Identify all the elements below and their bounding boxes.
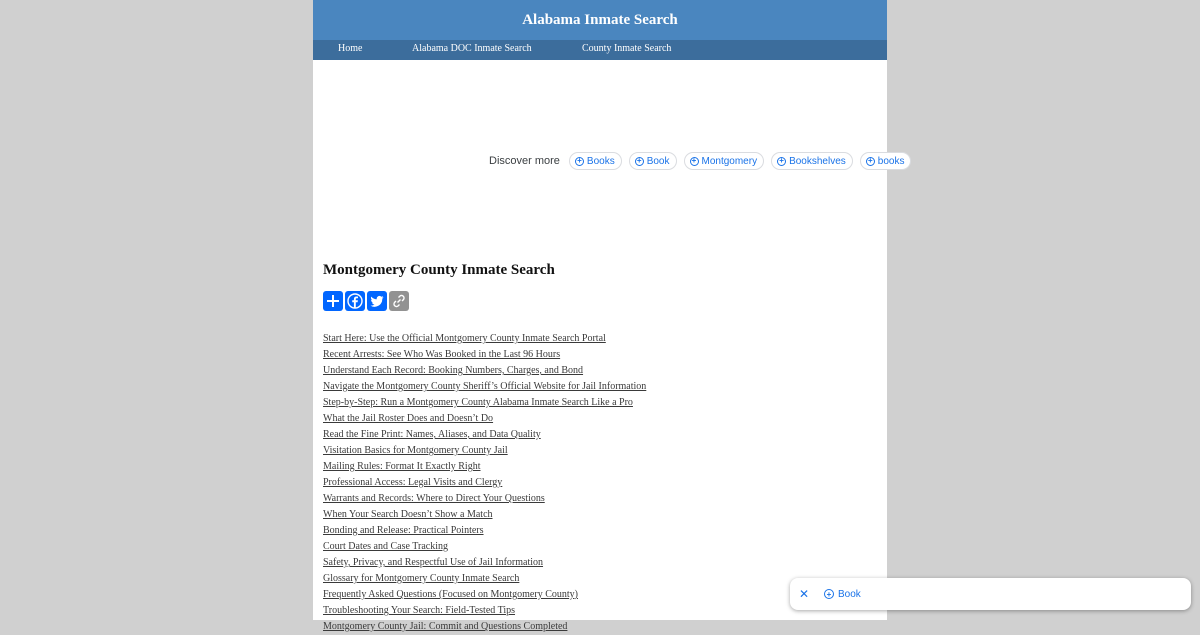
list-item bbox=[323, 457, 877, 473]
list-item bbox=[323, 441, 877, 457]
toc-link[interactable]: Visitation Basics for Montgomery County Jail bbox=[323, 445, 508, 456]
toc-link[interactable]: Recent Arrests: See Who Was Booked in the Last 96 Hours bbox=[323, 349, 561, 360]
discover-more-bar bbox=[489, 152, 918, 170]
toc-link[interactable]: Step-by-Step: Run a Montgomery County Alabama Inmate Search Like a Pro bbox=[323, 397, 633, 408]
toc-link[interactable]: Professional Access: Legal Visits and Clergy bbox=[323, 477, 503, 488]
list-item bbox=[323, 505, 877, 521]
list-item bbox=[323, 425, 877, 441]
toc-link[interactable]: Mailing Rules: Format It Exactly Right bbox=[323, 461, 481, 472]
toc-link[interactable]: Frequently Asked Questions (Focused on Montgomery County) bbox=[323, 589, 578, 600]
list-item bbox=[323, 617, 877, 633]
share-twitter-button[interactable] bbox=[367, 291, 387, 311]
toc-link[interactable]: Understand Each Record: Booking Numbers, Charges, and Bond bbox=[323, 365, 584, 376]
toc-link[interactable]: Court Dates and Case Tracking bbox=[323, 541, 448, 552]
list-item bbox=[323, 489, 877, 505]
discover-more-label: Discover more bbox=[489, 155, 560, 167]
share-plus-button[interactable] bbox=[323, 291, 343, 311]
add-circle-icon: + bbox=[575, 157, 584, 166]
share-facebook-button[interactable] bbox=[345, 291, 365, 311]
site-title[interactable]: Alabama Inmate Search bbox=[522, 11, 678, 28]
chip-label: Book bbox=[838, 588, 861, 600]
nav-home[interactable]: Home bbox=[338, 43, 363, 54]
chip-label: Book bbox=[646, 155, 670, 167]
toc-link[interactable]: Navigate the Montgomery County Sheriff’s Official Website for Jail Information bbox=[323, 381, 647, 392]
chip-label: Bookshelves bbox=[789, 155, 846, 167]
toc-link[interactable]: Troubleshooting Your Search: Field-Tested Tips bbox=[323, 605, 516, 616]
list-item bbox=[323, 553, 877, 569]
list-item bbox=[323, 393, 877, 409]
discover-chip-books[interactable] bbox=[569, 152, 622, 170]
page-container bbox=[313, 0, 905, 632]
toc-link[interactable]: Start Here: Use the Official Montgomery County Inmate Search Portal bbox=[323, 333, 606, 344]
toc-link[interactable]: Safety, Privacy, and Respectful Use of Jail Information bbox=[323, 557, 544, 568]
discover-chip-book[interactable] bbox=[629, 152, 677, 170]
facebook-icon bbox=[347, 293, 363, 309]
list-item bbox=[323, 521, 877, 537]
toc-link[interactable]: Montgomery County Jail: Commit and Questions Completed bbox=[323, 621, 568, 632]
list-item bbox=[323, 345, 877, 361]
twitter-icon bbox=[369, 293, 385, 309]
toc-link[interactable]: Warrants and Records: Where to Direct Your Questions bbox=[323, 493, 545, 504]
nav-bar bbox=[313, 40, 887, 60]
add-circle-icon: + bbox=[824, 589, 834, 599]
anchor-chip-book[interactable] bbox=[824, 589, 861, 600]
discover-chip-bookshelves[interactable] bbox=[771, 152, 853, 170]
anchor-suggestion-bar bbox=[790, 578, 1191, 610]
toc-link[interactable]: Read the Fine Print: Names, Aliases, and Data Quality bbox=[323, 429, 541, 440]
plus-icon bbox=[326, 294, 340, 308]
list-item bbox=[323, 377, 877, 393]
discover-chip-montgomery[interactable] bbox=[684, 152, 765, 170]
share-bar bbox=[323, 291, 877, 311]
toc-link[interactable]: Glossary for Montgomery County Inmate Search bbox=[323, 573, 520, 584]
list-item bbox=[323, 329, 877, 345]
copy-link-button[interactable] bbox=[389, 291, 409, 311]
add-circle-icon: + bbox=[690, 157, 699, 166]
list-item bbox=[323, 361, 877, 377]
close-icon[interactable]: ✕ bbox=[798, 587, 810, 601]
add-circle-icon: + bbox=[635, 157, 644, 166]
nav-county-inmate-search[interactable]: County Inmate Search bbox=[582, 43, 672, 54]
toc-link[interactable]: When Your Search Doesn’t Show a Match bbox=[323, 509, 493, 520]
site-header bbox=[313, 0, 887, 40]
page-title: Montgomery County Inmate Search bbox=[323, 262, 555, 278]
list-item bbox=[323, 537, 877, 553]
ad-area bbox=[313, 60, 905, 260]
toc-link[interactable]: What the Jail Roster Does and Doesn’t Do bbox=[323, 413, 494, 424]
discover-chip-books-lower[interactable] bbox=[860, 152, 912, 170]
chip-label: books bbox=[877, 155, 905, 167]
copy-link-icon bbox=[391, 293, 407, 309]
chip-label: Books bbox=[586, 155, 615, 167]
add-circle-icon: + bbox=[866, 157, 875, 166]
list-item bbox=[323, 409, 877, 425]
list-item bbox=[323, 473, 877, 489]
add-circle-icon: + bbox=[777, 157, 786, 166]
toc-link[interactable]: Bonding and Release: Practical Pointers bbox=[323, 525, 484, 536]
chip-label: Montgomery bbox=[701, 155, 758, 167]
nav-alabama-doc-inmate-search[interactable]: Alabama DOC Inmate Search bbox=[412, 43, 532, 54]
